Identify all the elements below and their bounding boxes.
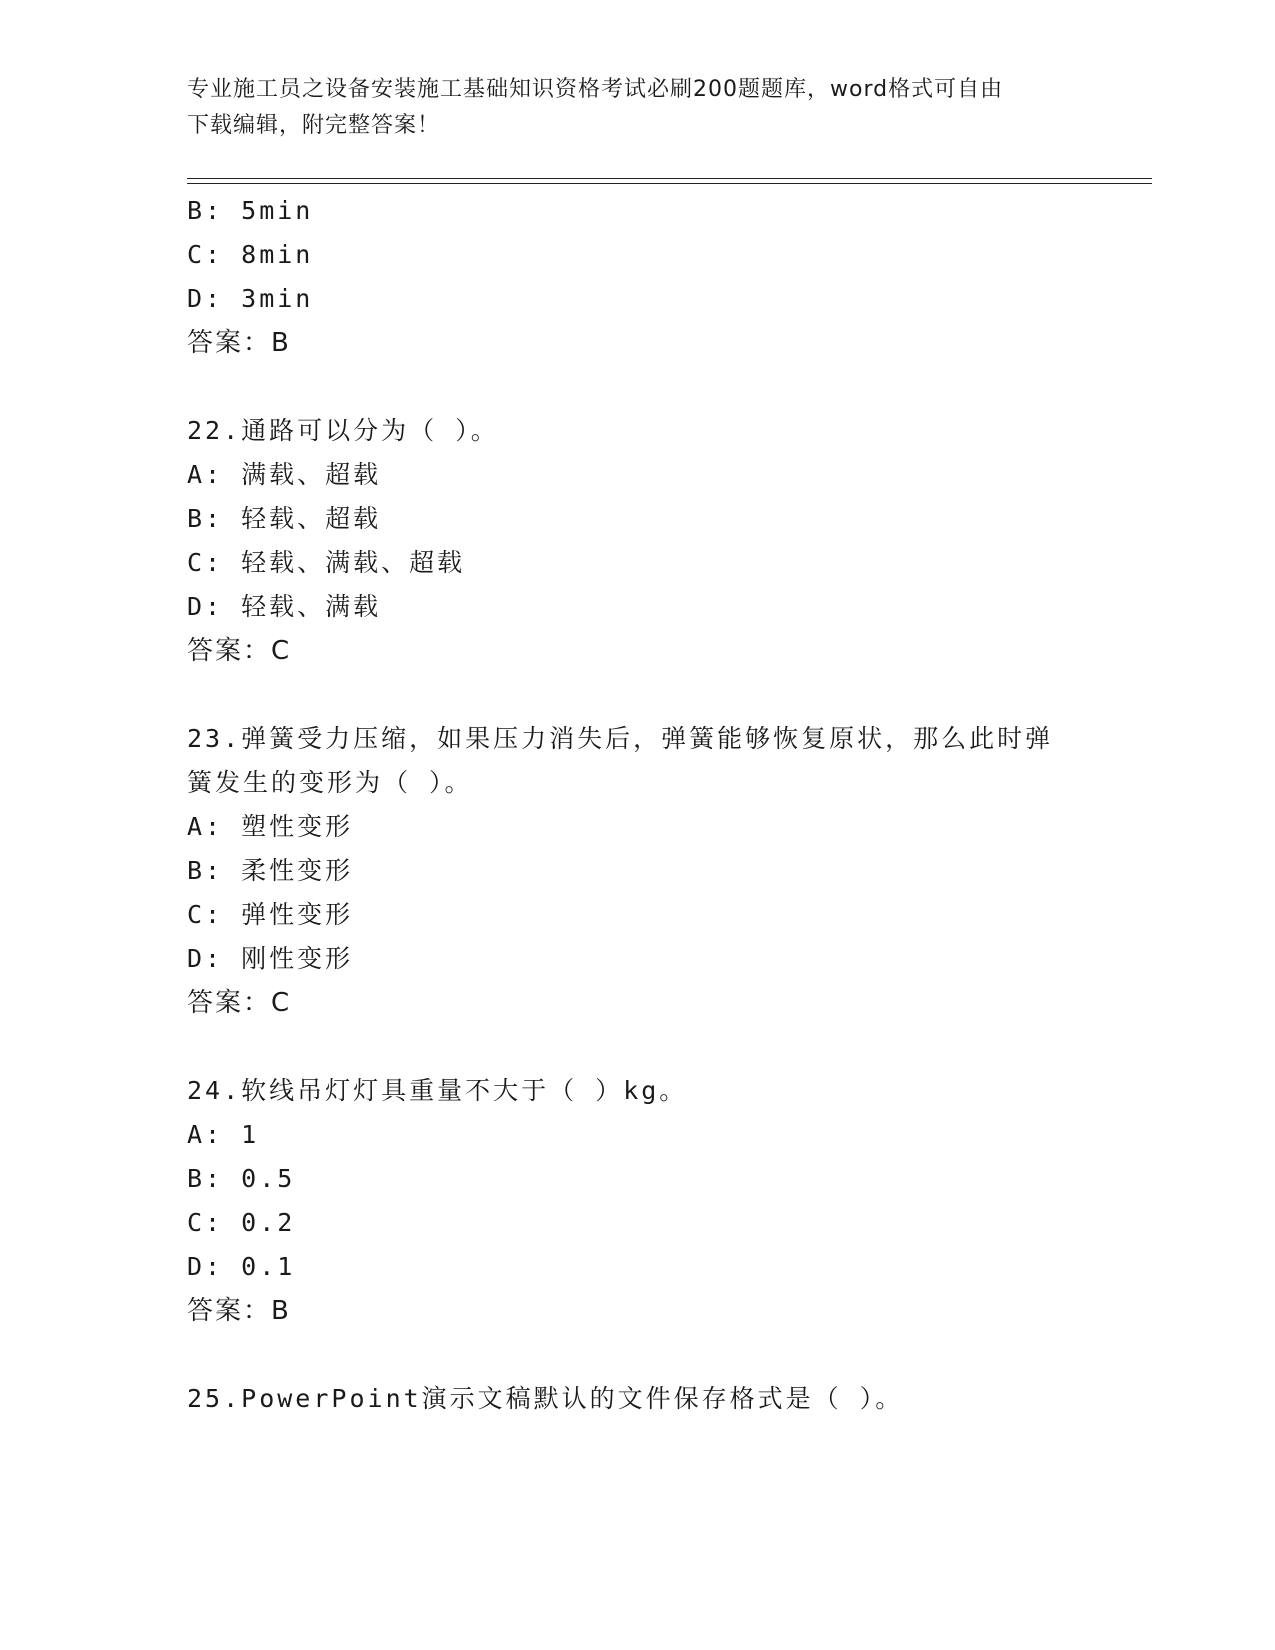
header-line-2: 下载编辑，附完整答案！: [187, 113, 441, 138]
q21-option-d: D: 3min: [187, 284, 314, 313]
q22-option-b: B: 轻载、超载: [187, 504, 382, 533]
q24-option-b: B: 0.5: [187, 1164, 296, 1193]
q22-option-d: D: 轻载、满载: [187, 592, 382, 621]
q23-option-d: D: 刚性变形: [187, 944, 354, 973]
q21-answer: 答案：B: [187, 328, 291, 358]
q23-question-line-1: 23.弹簧受力压缩，如果压力消失后，弹簧能够恢复原状，那么此时弹: [187, 724, 1054, 753]
document-header: [187, 72, 1067, 144]
q22-option-a: A: 满载、超载: [187, 460, 382, 489]
header-divider-top: [187, 178, 1152, 179]
q22-question: 22.通路可以分为（ ）。: [187, 416, 499, 445]
q23-question-line-2: 簧发生的变形为（ ）。: [187, 768, 473, 797]
q24-option-a: A: 1: [187, 1120, 260, 1149]
q23-option-a: A: 塑性变形: [187, 812, 354, 841]
header-divider-bottom: [187, 183, 1152, 184]
q21-option-b: B: 5min: [187, 196, 314, 225]
q22-option-c: C: 轻载、满载、超载: [187, 548, 466, 577]
q23-option-c: C: 弹性变形: [187, 900, 354, 929]
q23-option-b: B: 柔性变形: [187, 856, 354, 885]
q21-option-c: C: 8min: [187, 240, 314, 269]
q23-answer: 答案：C: [187, 988, 292, 1018]
q24-answer: 答案：B: [187, 1296, 291, 1326]
q24-option-d: D: 0.1: [187, 1252, 296, 1281]
q22-answer: 答案：C: [187, 636, 292, 666]
q24-question: 24.软线吊灯灯具重量不大于（ ）kg。: [187, 1076, 688, 1105]
header-line-1: 专业施工员之设备安装施工基础知识资格考试必刷200题题库，word格式可自由: [187, 77, 1004, 102]
q25-question: 25.PowerPoint演示文稿默认的文件保存格式是（ ）。: [187, 1384, 904, 1413]
q24-option-c: C: 0.2: [187, 1208, 296, 1237]
